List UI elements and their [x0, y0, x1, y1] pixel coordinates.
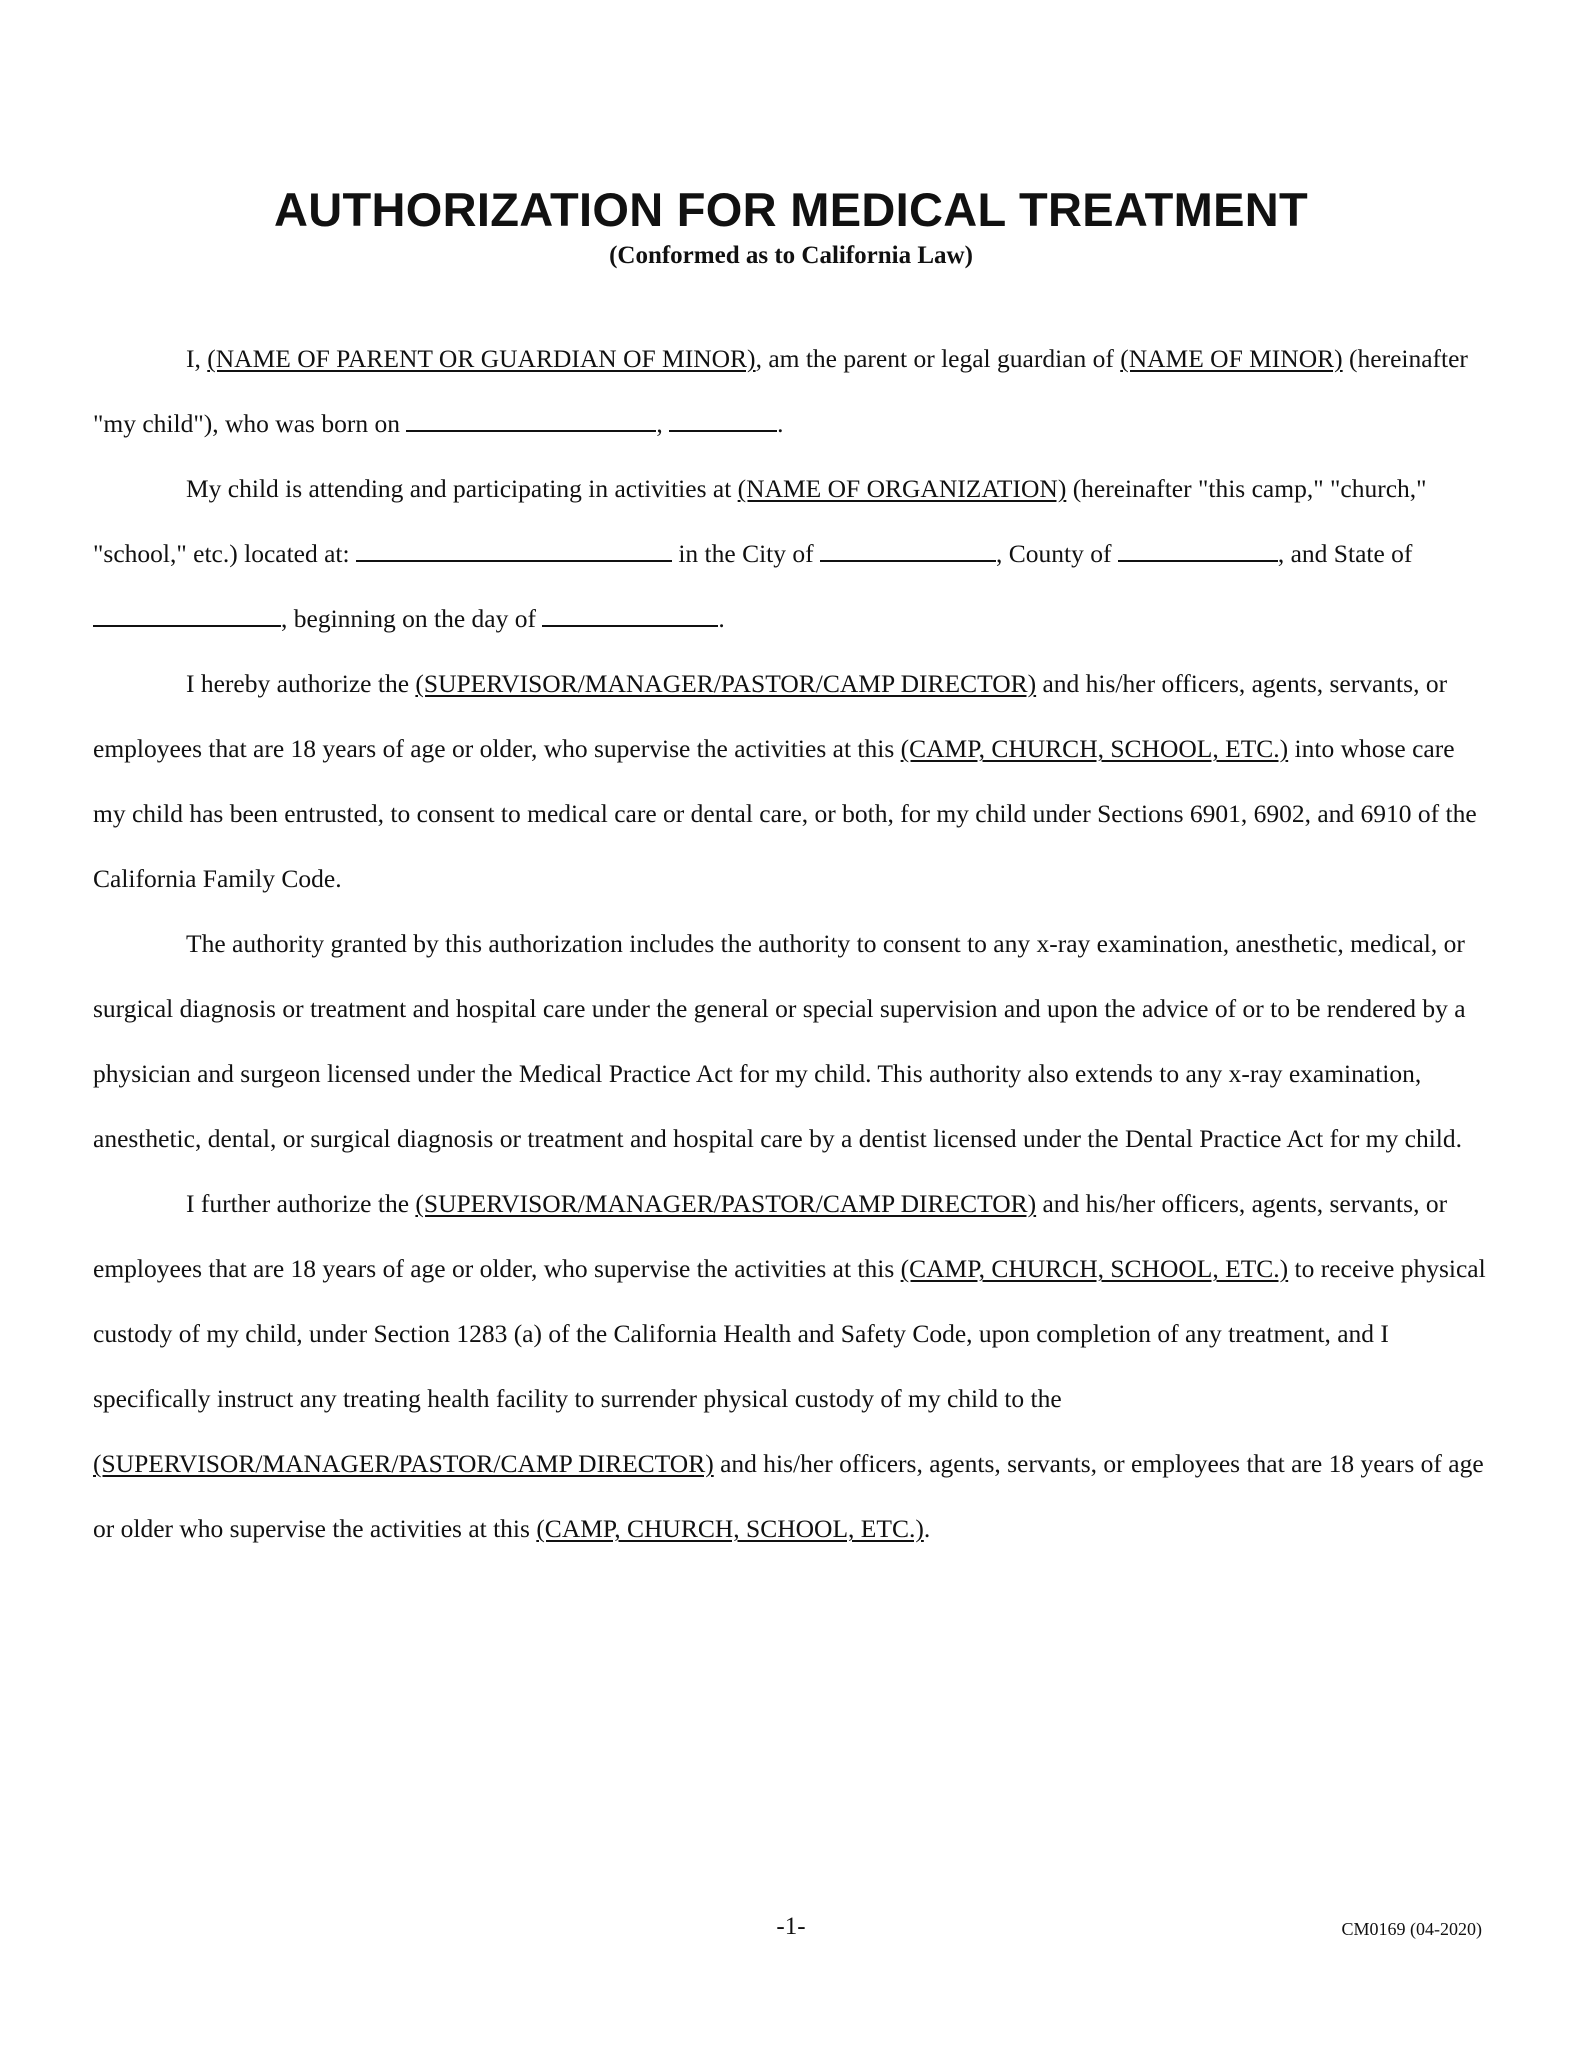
- minor-name-placeholder: (NAME OF MINOR): [1120, 344, 1343, 373]
- supervisor-placeholder: (SUPERVISOR/MANAGER/PASTOR/CAMP DIRECTOR): [415, 1189, 1037, 1218]
- camp-church-school-placeholder: (CAMP, CHURCH, SCHOOL, ETC.): [900, 1254, 1289, 1283]
- para5-text-2: and his/her officers, agents, servants, or employees that are 18 years of age or older, who supervise the activities at this: [93, 1189, 1448, 1283]
- county-blank[interactable]: [1118, 540, 1278, 562]
- para1-text-4: ,: [656, 409, 670, 438]
- birth-date-blank[interactable]: [406, 410, 656, 432]
- para1-text-3: (hereinafter "my child"), who was born on: [93, 344, 1468, 438]
- para2-text-2: (hereinafter "this camp," "church," "school," etc.) located at:: [93, 474, 1427, 568]
- supervisor-placeholder: (SUPERVISOR/MANAGER/PASTOR/CAMP DIRECTOR): [415, 669, 1037, 698]
- para5-text-1: I further authorize the: [186, 1189, 416, 1218]
- para3-text-3: into whose care my child has been entrusted, to consent to medical care or dental care, or both, for my child under Sections 6901, 6902, and 6910 of the California Family Code.: [93, 734, 1477, 893]
- para1-text-2: , am the parent or legal guardian of: [755, 344, 1121, 373]
- para5-text-5: .: [923, 1514, 931, 1543]
- para5-text-3: to receive physical custody of my child, under Section 1283 (a) of the California Health and Safety Code, upon completion of any treatment, and I specifically instruct any treating health facility to surrender physical custody of my child to the: [93, 1254, 1486, 1413]
- birth-year-blank[interactable]: [669, 410, 777, 432]
- supervisor-placeholder: (SUPERVISOR/MANAGER/PASTOR/CAMP DIRECTOR): [93, 1449, 714, 1478]
- para2-text-5: , and State of: [1277, 539, 1413, 568]
- parent-name-placeholder: (NAME OF PARENT OR GUARDIAN OF MINOR): [207, 344, 756, 373]
- organization-name-placeholder: (NAME OF ORGANIZATION): [737, 474, 1067, 503]
- paragraph-authority-scope: The authority granted by this authorization includes the authority to consent to any x-ray examination, anesthetic, medical, or surgical diagnosis or treatment and hospital care under the general or special supervision and upon the advice of or to be rendered by a physician and surgeon licensed under the Medical Practice Act for my child. This authority also extends to any x-ray examination, anesthetic, dental, or surgical diagnosis or treatment and hospital care by a dentist licensed under the Dental Practice Act for my child.: [93, 929, 1466, 1153]
- para2-text-7: .: [718, 604, 725, 633]
- para1-text-1: I,: [186, 344, 208, 373]
- paragraph-organization: [93, 456, 1493, 651]
- document-subtitle: (Conformed as to California Law): [609, 242, 973, 269]
- paragraph-parent-guardian: [93, 326, 1493, 456]
- state-blank[interactable]: [93, 605, 281, 627]
- form-code: CM0169 (04-2020): [1341, 1919, 1482, 1939]
- paragraph-physical-custody: [93, 1171, 1493, 1561]
- address-blank[interactable]: [356, 540, 672, 562]
- para3-text-2: and his/her officers, agents, servants, or employees that are 18 years of age or older, who supervise the activities at this: [93, 669, 1448, 763]
- document-body: [93, 326, 1493, 1561]
- para5-text-4: and his/her officers, agents, servants, or employees that are 18 years of age or older who supervise the activities at this: [93, 1449, 1484, 1543]
- para2-text-6: , beginning on the day of: [281, 604, 543, 633]
- camp-church-school-placeholder: (CAMP, CHURCH, SCHOOL, ETC.): [536, 1514, 924, 1543]
- city-blank[interactable]: [820, 540, 996, 562]
- para3-text-1: I hereby authorize the: [186, 669, 416, 698]
- page-number: -1-: [776, 1913, 806, 1940]
- document-title: AUTHORIZATION FOR MEDICAL TREATMENT: [274, 183, 1308, 236]
- camp-church-school-placeholder: (CAMP, CHURCH, SCHOOL, ETC.): [900, 734, 1289, 763]
- para1-text-5: .: [777, 409, 784, 438]
- para2-text-4: , County of: [996, 539, 1118, 568]
- para2-text-3: in the City of: [671, 539, 821, 568]
- paragraph-consent-authorization: [93, 651, 1493, 911]
- start-day-blank[interactable]: [542, 605, 718, 627]
- para2-text-1: My child is attending and participating in activities at: [186, 474, 738, 503]
